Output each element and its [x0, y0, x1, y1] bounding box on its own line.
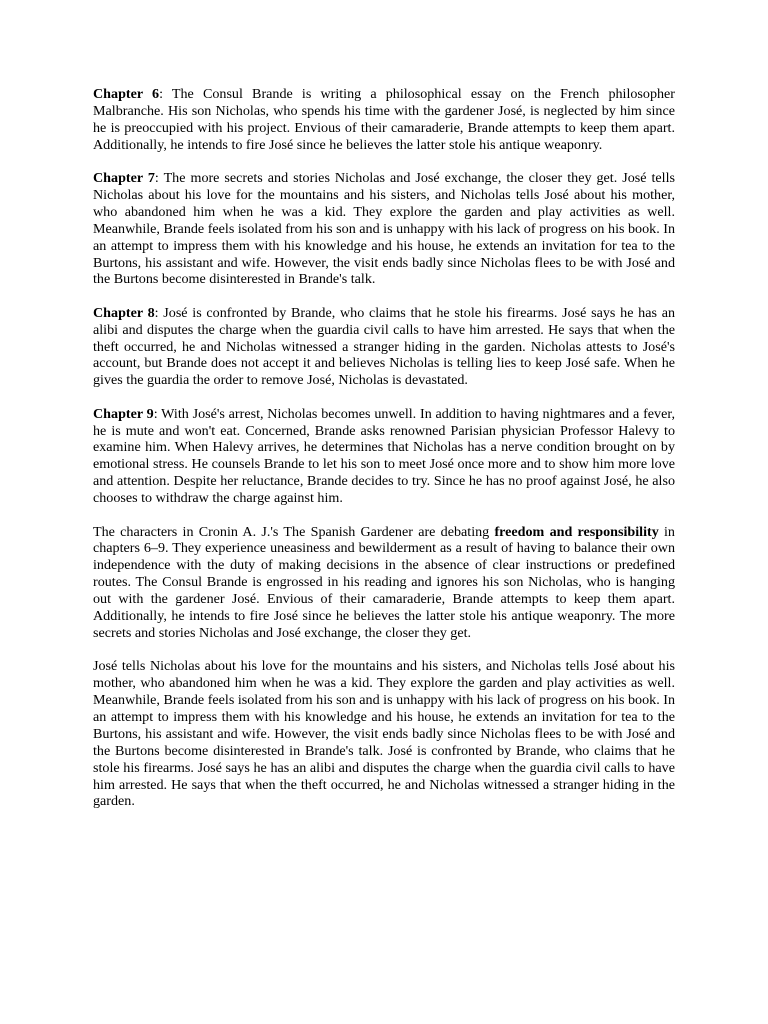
chapter-9-paragraph: [93, 406, 675, 507]
chapter-6-text: : The Consul Brande is writing a philosophical essay on the French philosopher Malbranche. His son Nicholas, who spends his time with the gardener José, is neglected by him since he is preoccupied with his project. Envious of their camaraderie, Brande attempts to keep them apart. Additionally, he intends to fire José since he believes the latter stole his antique weaponry.: [93, 86, 676, 153]
summary-key-theme: freedom and responsibility: [494, 523, 659, 540]
summary-text-before: The characters in Cronin A. J.'s The Spanish Gardener are debating: [93, 523, 495, 540]
summary-text-after: in chapters 6–9. They experience uneasiness and bewilderment as a result of having to balance their own independence with the duty of making decisions in the absence of clear instructions or predefined routes. The Consul Brande is engrossed in his reading and ignores his son Nicholas, who is hanging out with the gardener José. Envious of their camaraderie, Brande attempts to keep them apart. Additionally, he intends to fire José since he believes the latter stole his antique weaponry. The more secrets and stories Nicholas and José exchange, the closer they get.: [93, 523, 675, 641]
chapter-7-paragraph: [93, 170, 675, 288]
chapter-7-text: : The more secrets and stories Nicholas and José exchange, the closer they get. José tells Nicholas about his love for the mountains and his sisters, and Nicholas tells José about his mother, who abandoned him when he was a kid. They explore the garden and play activities as well. Meanwhile, Brande feels isolated from his son and is unhappy with his lack of progress on his book. In an attempt to impress them with his knowledge and his house, he extends an invitation for tea to the Burtons, his assistant and wife. However, the visit ends badly since Nicholas flees to be with José and the Burtons become disinterested in Brande's talk.: [93, 170, 676, 288]
chapter-8-paragraph: [93, 305, 675, 390]
chapter-8-text: : José is confronted by Brande, who claims that he stole his firearms. José says he has an alibi and disputes the charge when the guardia civil calls to have him arrested. He says that when the theft occurred, he and Nicholas witnessed a stranger hiding in the garden. Nicholas attests to José's account, but Brande does not accept it and believes Nicholas is telling lies to keep José safe. When he gives the guardia the order to remove José, Nicholas is devastated.: [93, 304, 676, 389]
chapter-9-heading: Chapter 9: [93, 405, 154, 422]
document-page: [93, 86, 675, 827]
chapter-8-heading: Chapter 8: [93, 304, 155, 321]
chapter-7-heading: Chapter 7: [93, 170, 155, 187]
chapter-6-paragraph: [93, 86, 675, 154]
chapter-6-heading: Chapter 6: [93, 86, 160, 102]
summary-paragraph: [93, 524, 675, 642]
closing-paragraph: José tells Nicholas about his love for the mountains and his sisters, and Nicholas tells José about his mother, who abandoned him when he was a kid. They explore the garden and play activities as well. Meanwhile, Brande feels isolated from his son and is unhappy with his lack of progress on his book. In an attempt to impress them with his knowledge and his house, he extends an invitation for tea to the Burtons, his assistant and wife. However, the visit ends badly since Nicholas flees to be with José and the Burtons become disinterested in Brande's talk. José is confronted by Brande, who claims that he stole his firearms. José says he has an alibi and disputes the charge when the guardia civil calls to have him arrested. He says that when the theft occurred, he and Nicholas witnessed a stranger hiding in the garden.: [93, 658, 675, 810]
chapter-9-text: : With José's arrest, Nicholas becomes unwell. In addition to having nightmares and a fever, he is mute and won't eat. Concerned, Brande asks renowned Parisian physician Professor Halevy to examine him. When Halevy arrives, he determines that Nicholas has a nerve condition brought on by emotional stress. He counsels Brande to let his son to meet José once more and to show him more love and attention. Despite her reluctance, Brande decides to try. Since he has no proof against José, he also chooses to withdraw the charge against him.: [93, 405, 675, 507]
